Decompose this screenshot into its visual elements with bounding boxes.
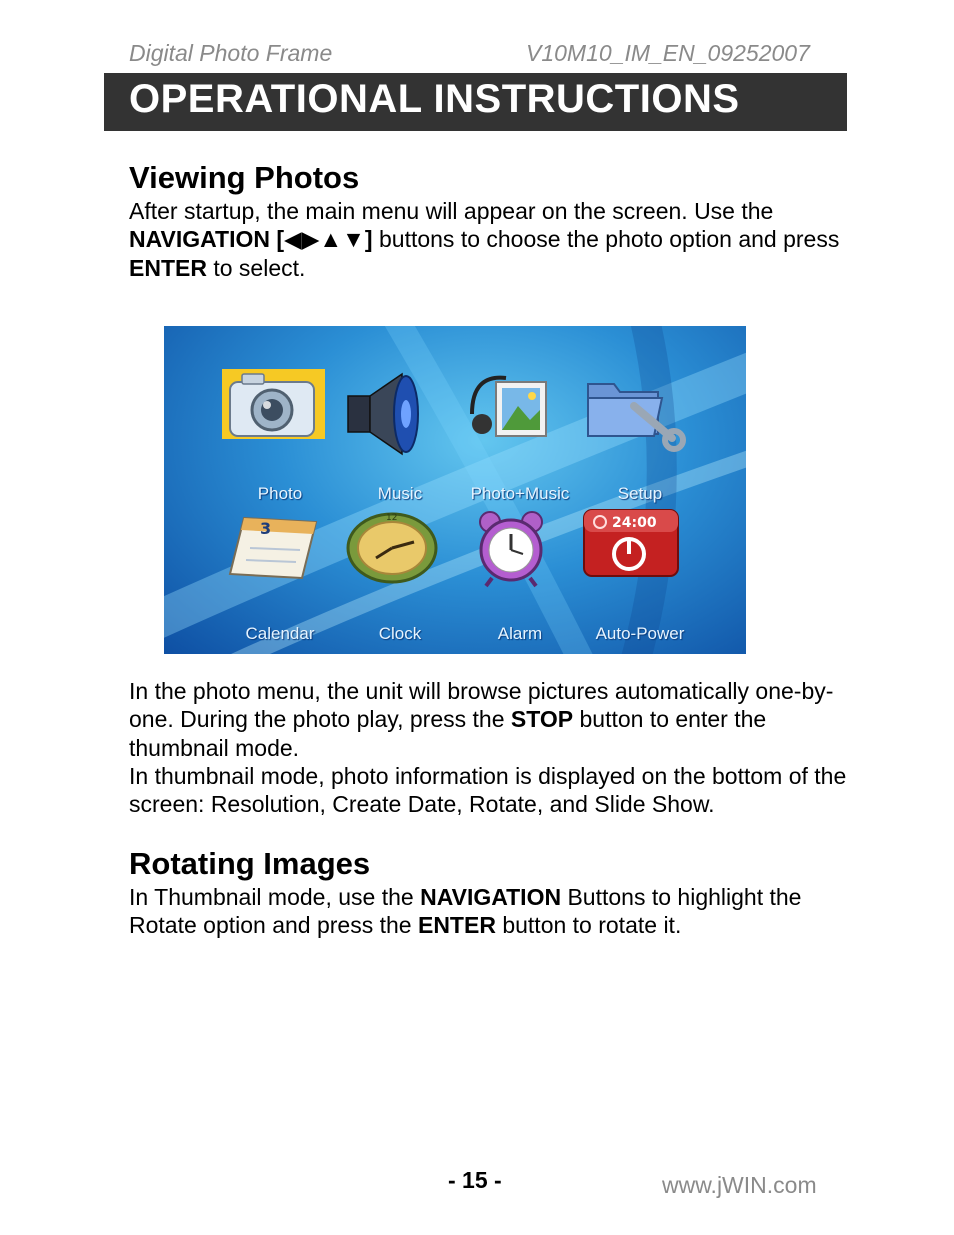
menu-label-clock: Clock bbox=[378, 624, 422, 643]
header-document-title: Digital Photo Frame bbox=[129, 40, 333, 66]
bold-enter: ENTER bbox=[417, 912, 496, 939]
power-icon bbox=[580, 508, 700, 608]
menu-item-setup[interactable] bbox=[580, 368, 700, 503]
menu-label-alarm: Alarm bbox=[497, 624, 543, 643]
heading-rotating-images: Rotating Images bbox=[129, 846, 371, 881]
heading-viewing-photos: Viewing Photos bbox=[129, 160, 360, 195]
banner-title: OPERATIONAL INSTRUCTIONS bbox=[129, 77, 740, 121]
menu-label-photo: Photo bbox=[257, 484, 303, 503]
text: buttons to choose the photo option and press bbox=[372, 226, 840, 253]
bold-navigation: NAVIGATION bbox=[420, 884, 562, 910]
power-timer-text: 24:00 bbox=[612, 515, 657, 531]
paragraph-startup bbox=[129, 197, 849, 282]
bold-enter: ENTER bbox=[129, 254, 207, 281]
calendar-day-number: 3 bbox=[260, 519, 272, 538]
menu-item-photo[interactable] bbox=[220, 368, 340, 503]
text: to select. bbox=[206, 254, 306, 281]
menu-label-auto-power: Auto-Power bbox=[595, 624, 685, 643]
paragraph-rotate bbox=[129, 883, 849, 940]
menu-item-auto-power[interactable] bbox=[580, 508, 700, 643]
setup-folder-icon bbox=[580, 368, 700, 468]
menu-label-setup: Setup bbox=[617, 484, 663, 503]
speaker-icon bbox=[340, 368, 460, 468]
text: After startup, the main menu will appear on the screen. Use the bbox=[129, 198, 774, 224]
menu-item-clock[interactable] bbox=[340, 508, 460, 643]
calendar-icon bbox=[220, 508, 340, 608]
menu-item-calendar[interactable] bbox=[220, 508, 340, 643]
menu-item-music[interactable] bbox=[340, 368, 460, 503]
clock-icon bbox=[340, 508, 460, 608]
paragraph-thumbnail-info: In thumbnail mode, photo information is displayed on the bottom of the screen: Resolution, Create Date, Rotate, and Slide Show. bbox=[129, 762, 847, 818]
footer-website: www.jWIN.com bbox=[662, 1172, 817, 1198]
paragraph-photo-menu bbox=[129, 677, 849, 818]
menu-label-photo-music: Photo+Music bbox=[470, 484, 570, 503]
photo-music-icon bbox=[460, 368, 580, 468]
header-document-code: V10M10_IM_EN_09252007 bbox=[526, 40, 810, 66]
menu-label-calendar: Calendar bbox=[245, 624, 315, 643]
menu-item-photo-music[interactable] bbox=[460, 368, 580, 503]
camera-icon bbox=[220, 368, 340, 468]
text: button to enter the thumbnail mode. bbox=[129, 706, 767, 761]
text: In the photo menu, the unit will browse pictures automatically one-by-one. During the photo play, press the bbox=[129, 678, 834, 733]
menu-item-alarm[interactable] bbox=[460, 508, 580, 643]
bold-stop: STOP bbox=[510, 706, 574, 733]
main-menu-screenshot bbox=[164, 326, 746, 654]
menu-label-music: Music bbox=[377, 484, 423, 503]
text: button to rotate it. bbox=[495, 912, 682, 939]
bold-navigation: NAVIGATION [◀▶▲▼] bbox=[129, 226, 373, 253]
section-banner bbox=[104, 73, 847, 131]
page-number: - 15 - bbox=[448, 1167, 502, 1193]
alarm-clock-icon bbox=[460, 508, 580, 608]
text: In Thumbnail mode, use the bbox=[129, 884, 421, 910]
text: Buttons to highlight the Rotate option and press the bbox=[129, 884, 802, 939]
clock-twelve: 12 bbox=[386, 513, 398, 523]
